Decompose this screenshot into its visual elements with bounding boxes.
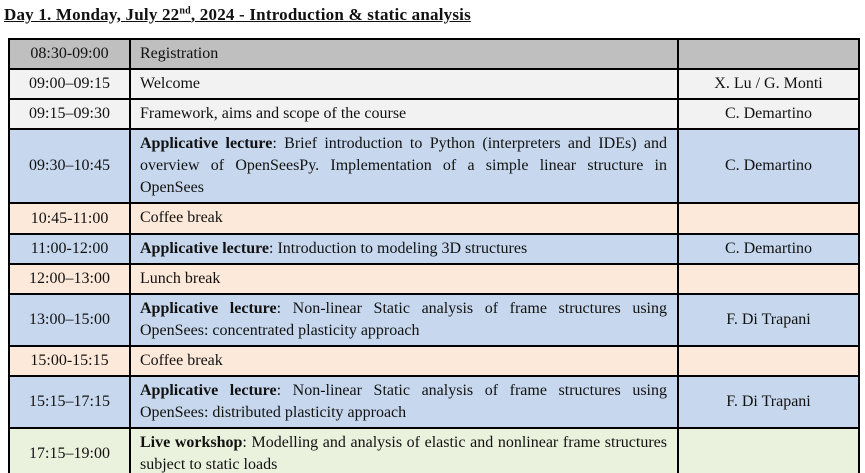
description-cell bbox=[130, 428, 678, 473]
description-text: Registration bbox=[140, 45, 219, 62]
lecture-type-label: Applicative lecture bbox=[140, 135, 273, 153]
time-cell: 15:15–17:15 bbox=[9, 376, 130, 428]
time-cell: 13:00–15:00 bbox=[9, 294, 130, 346]
title-text-prefix: Day 1. Monday, July 22 bbox=[4, 5, 180, 24]
description-text: : Modelling and analysis of elastic and nonlinear frame structures subject to static loads bbox=[140, 434, 668, 473]
schedule-table bbox=[8, 38, 860, 473]
description-text: Welcome bbox=[140, 75, 201, 93]
speaker-cell: F. Di Trapani bbox=[678, 294, 859, 346]
lecture-type-label: Live workshop bbox=[140, 434, 243, 452]
description-cell bbox=[130, 99, 678, 129]
description-text: : Brief introduction to Python (interpreters and IDEs) and overview of OpenSeesPy. Implementation of a simple linear structure in OpenSees bbox=[140, 135, 667, 197]
time-cell: 11:00-12:00 bbox=[9, 234, 130, 264]
table-row bbox=[9, 346, 859, 376]
time-cell: 12:00–13:00 bbox=[9, 264, 130, 294]
lecture-type-label: Applicative lecture bbox=[140, 299, 277, 317]
table-row bbox=[9, 39, 859, 69]
description-cell bbox=[130, 234, 678, 264]
table-row bbox=[9, 69, 859, 99]
speaker-cell: C. Demartino bbox=[678, 234, 859, 264]
table-row bbox=[9, 203, 859, 233]
table-row bbox=[9, 234, 859, 264]
table-row bbox=[9, 428, 859, 473]
lecture-type-label: Applicative lecture bbox=[140, 239, 270, 257]
description-cell bbox=[130, 69, 678, 99]
speaker-cell: F. Di Trapani bbox=[678, 376, 859, 428]
speaker-cell bbox=[678, 346, 859, 376]
description-cell bbox=[130, 39, 678, 69]
table-row bbox=[9, 294, 859, 346]
time-cell: 17:15–19:00 bbox=[9, 428, 130, 473]
time-cell: 10:45-11:00 bbox=[9, 203, 130, 233]
time-cell: 09:00–09:15 bbox=[9, 69, 130, 99]
speaker-cell bbox=[678, 264, 859, 294]
title-text-suffix: , 2024 - Introduction & static analysis bbox=[190, 5, 471, 24]
description-text: Coffee break bbox=[140, 351, 223, 369]
table-row bbox=[9, 264, 859, 294]
speaker-cell: C. Demartino bbox=[678, 99, 859, 129]
description-cell bbox=[130, 346, 678, 376]
time-cell: 09:30–10:45 bbox=[9, 129, 130, 203]
page-title bbox=[4, 5, 865, 25]
time-cell: 09:15–09:30 bbox=[9, 99, 130, 129]
table-row bbox=[9, 99, 859, 129]
description-cell bbox=[130, 376, 678, 428]
description-text: : Non-linear Static analysis of frame structures using OpenSees: distributed plasticity approach bbox=[140, 381, 667, 422]
lecture-type-label: Applicative lecture bbox=[140, 381, 277, 399]
description-cell bbox=[130, 294, 678, 346]
speaker-cell bbox=[678, 203, 859, 233]
table-row bbox=[9, 129, 859, 203]
speaker-cell: C. Demartino bbox=[678, 129, 859, 203]
title-ordinal-superscript: nd bbox=[179, 5, 191, 17]
table-row bbox=[9, 376, 859, 428]
speaker-cell bbox=[678, 428, 859, 473]
description-text: Lunch break bbox=[140, 269, 221, 287]
description-cell bbox=[130, 264, 678, 294]
time-cell: 08:30-09:00 bbox=[9, 39, 130, 69]
description-text: Coffee break bbox=[140, 209, 223, 227]
description-cell bbox=[130, 129, 678, 203]
description-cell bbox=[130, 203, 678, 233]
description-text: Framework, aims and scope of the course bbox=[140, 105, 407, 123]
time-cell: 15:00-15:15 bbox=[9, 346, 130, 376]
description-text: : Introduction to modeling 3D structures bbox=[269, 239, 528, 257]
speaker-cell bbox=[678, 39, 859, 69]
speaker-cell: X. Lu / G. Monti bbox=[678, 69, 859, 99]
description-text: : Non-linear Static analysis of frame structures using OpenSees: concentrated plasticity approach bbox=[140, 299, 667, 339]
